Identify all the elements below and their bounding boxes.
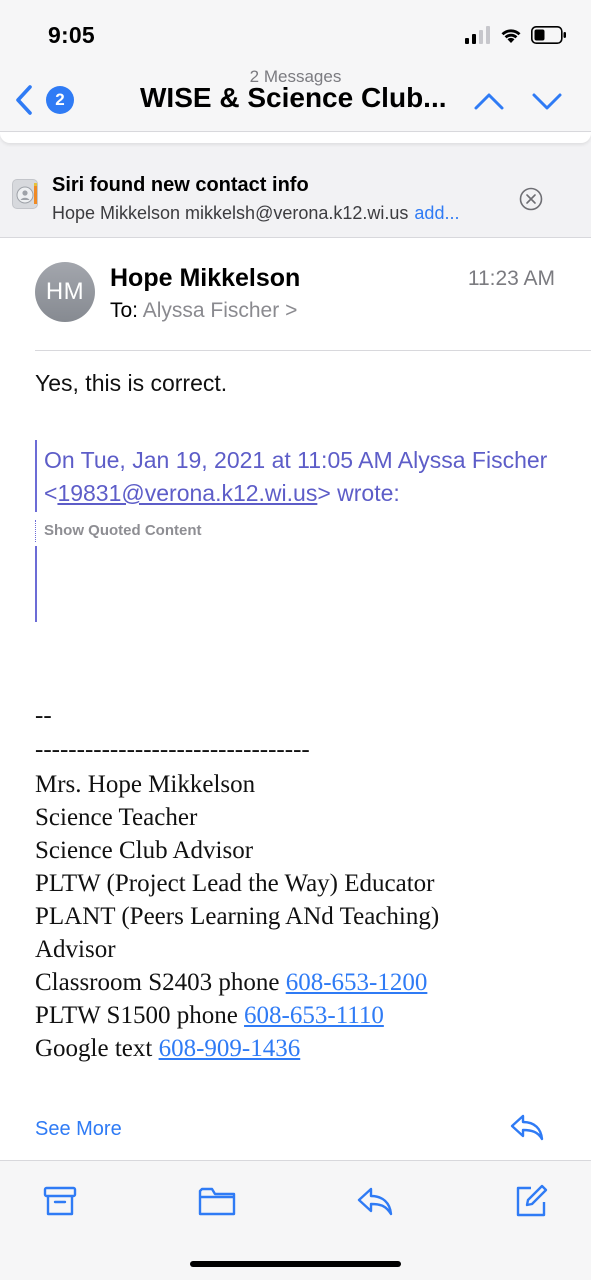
show-quoted-content-button[interactable]: Show Quoted Content (44, 522, 202, 539)
quote-bar-lower (35, 546, 37, 622)
recipient-name[interactable]: Alyssa Fischer (142, 299, 280, 322)
status-icons (465, 25, 567, 45)
quoted-email-link[interactable]: 19831@verona.k12.wi.us (57, 480, 318, 506)
thread-message-count: 2 Messages (249, 67, 342, 86)
phone-link[interactable]: 608-909-1436 (158, 1035, 301, 1062)
reply-icon[interactable] (508, 1110, 546, 1144)
nav-bar (0, 60, 591, 132)
quote-prefix: On Tue, Jan 19, 2021 at 11:05 AM Alyssa Fischer < (44, 447, 548, 506)
phone-label: PLTW S1500 phone (35, 1002, 238, 1029)
close-icon[interactable] (519, 187, 543, 211)
siri-add-contact-link[interactable]: add... (414, 203, 460, 223)
back-chevron-icon (14, 84, 34, 116)
status-time: 9:05 (48, 22, 95, 48)
recipient-line (110, 299, 297, 323)
wifi-icon (499, 26, 523, 44)
signature-title: Science Club Advisor (35, 837, 254, 864)
signature-name: Mrs. Hope Mikkelson (35, 771, 256, 798)
sender-name[interactable]: Hope Mikkelson (110, 264, 301, 292)
phone-link[interactable]: 608-653-1110 (244, 1002, 384, 1029)
siri-contact-banner (0, 151, 591, 238)
phone-label: Google text (35, 1035, 153, 1062)
back-button[interactable] (14, 82, 84, 118)
status-bar (0, 0, 591, 60)
thread-title: WISE & Science Club... (140, 82, 447, 113)
contacts-app-icon (12, 179, 38, 209)
signature-phone-line (35, 1002, 384, 1030)
compose-icon[interactable] (511, 1181, 551, 1221)
quoted-attribution (44, 444, 564, 510)
phone-link[interactable]: 608-653-1200 (285, 969, 428, 996)
see-more-link[interactable]: See More (35, 1118, 122, 1140)
siri-banner-title: Siri found new contact info (52, 174, 309, 196)
signature-phone-line (35, 969, 427, 997)
message-body: Yes, this is correct. (35, 370, 228, 396)
signature-dash: -- (35, 702, 52, 729)
to-label: To: (110, 299, 139, 322)
contacts-tab-orange (34, 186, 38, 204)
chevron-up-icon[interactable] (472, 84, 506, 118)
quote-bar (35, 440, 37, 512)
folder-icon[interactable] (197, 1181, 237, 1221)
previous-message-card-edge (0, 133, 591, 151)
quote-suffix: > wrote: (317, 480, 400, 506)
signature-rule: --------------------------------- (35, 736, 310, 763)
reply-icon[interactable] (355, 1181, 395, 1221)
card-edge-shadow (0, 133, 591, 143)
chevron-right-icon[interactable]: > (285, 299, 298, 322)
siri-banner-detail-line (52, 203, 459, 224)
phone-label: Classroom S2403 phone (35, 969, 280, 996)
signature-title: Advisor (35, 936, 116, 963)
signal-icon (465, 26, 491, 44)
battery-icon (531, 26, 567, 44)
signature-title: Science Teacher (35, 804, 198, 831)
unread-count-badge: 2 (46, 86, 74, 114)
message-time: 11:23 AM (467, 267, 555, 290)
archive-icon[interactable] (40, 1181, 80, 1221)
chevron-down-icon[interactable] (530, 84, 564, 118)
quote-bar-dotted (35, 520, 36, 542)
signature-title: PLANT (Peers Learning ANd Teaching) (35, 903, 440, 930)
home-indicator[interactable] (190, 1261, 401, 1267)
signature-phone-line (35, 1035, 300, 1063)
siri-contact-detail: Hope Mikkelson mikkelsh@verona.k12.wi.us (52, 203, 409, 223)
sender-avatar[interactable]: HM (35, 262, 95, 322)
header-divider (35, 350, 591, 351)
signature-title: PLTW (Project Lead the Way) Educator (35, 870, 435, 897)
